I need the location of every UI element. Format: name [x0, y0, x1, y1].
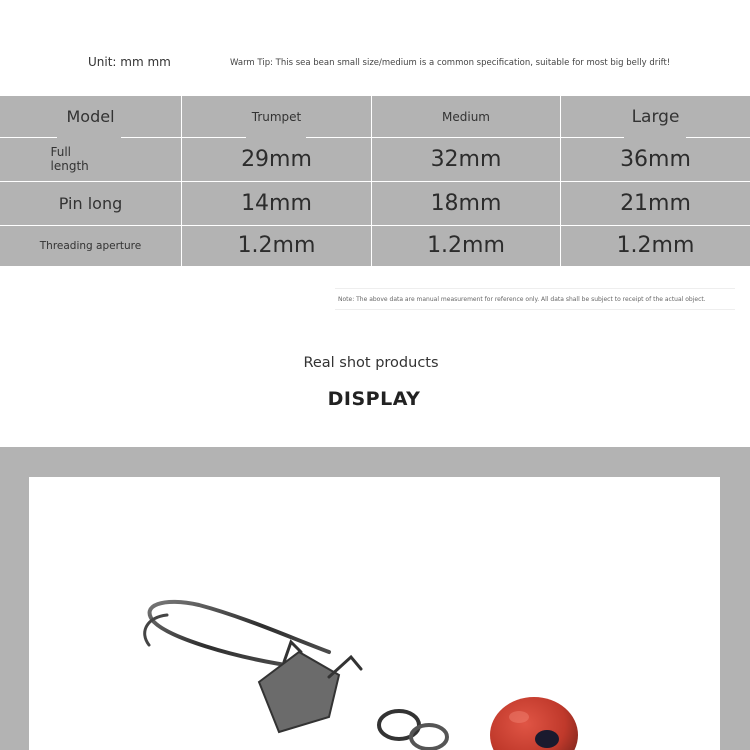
threading-aperture-label: Threading aperture: [39, 239, 142, 252]
cell-value: [182, 181, 371, 225]
cell-value: [561, 225, 750, 266]
measurement-note: Note: The above data are manual measurement for reference only. All data shall be subject to receipt of the actual object.: [338, 296, 706, 303]
header-underline-gap: [624, 135, 686, 138]
pin-long-medium: 18mm: [430, 190, 502, 216]
bean-highlight: [509, 711, 529, 723]
full-length-line2: length: [50, 159, 89, 173]
header-large-text: Large: [631, 106, 680, 127]
top-info-bar: [0, 0, 750, 96]
pin-long-trumpet: 14mm: [241, 190, 312, 216]
row-divider: [0, 225, 750, 226]
snap-clasp-hook: [329, 657, 361, 677]
row-divider: [0, 181, 750, 182]
cell-value: [182, 225, 371, 266]
header-large: [561, 96, 750, 137]
table-row: [0, 137, 750, 181]
cell-value: [372, 137, 560, 181]
cell-value: [182, 137, 371, 181]
full-length-medium: 32mm: [430, 146, 502, 172]
table-header-row: [0, 96, 750, 137]
header-medium: [372, 96, 560, 137]
snap-swivel-illustration: [29, 477, 720, 750]
section-subtitle: Real shot products: [303, 355, 439, 371]
spec-table: [0, 96, 750, 266]
header-medium-text: Medium: [442, 109, 490, 124]
pin-long-large: 21mm: [620, 190, 691, 216]
full-length-line1: Full: [50, 145, 72, 159]
column-divider: [371, 96, 372, 266]
aperture-trumpet: 1.2mm: [237, 233, 316, 258]
cell-value: [372, 225, 560, 266]
column-divider: [560, 96, 561, 266]
full-length-label: [51, 145, 111, 173]
note-divider-top: [335, 288, 735, 289]
row-label-pin-long: [0, 181, 181, 225]
header-underline-gap: [246, 135, 306, 138]
pin-long-label: Pin long: [58, 193, 123, 213]
section-title: DISPLAY: [327, 388, 421, 410]
note-divider-bottom: [335, 309, 735, 310]
red-bean: [490, 697, 578, 750]
cell-value: [561, 181, 750, 225]
bean-hole: [535, 730, 559, 748]
header-model: [0, 96, 181, 137]
table-row: [0, 181, 750, 225]
swivel-ring: [411, 725, 447, 749]
row-label-full-length: [0, 137, 181, 181]
header-trumpet-text: Trumpet: [251, 109, 302, 124]
full-length-trumpet: 29mm: [241, 146, 312, 172]
aperture-medium: 1.2mm: [427, 233, 505, 258]
header-underline-gap: [57, 135, 121, 138]
cell-value: [561, 137, 750, 181]
cell-value: [372, 181, 560, 225]
column-divider: [181, 96, 182, 266]
header-model-text: Model: [66, 107, 115, 126]
row-label-threading-aperture: [0, 225, 181, 266]
unit-label: Unit: mm mm: [88, 55, 171, 69]
full-length-large: 36mm: [620, 146, 691, 172]
table-row: [0, 225, 750, 266]
warm-tip-text: Warm Tip: This sea bean small size/medium is a common specification, suitable for most big belly drift!: [230, 58, 671, 68]
aperture-large: 1.2mm: [616, 233, 695, 258]
header-trumpet: [182, 96, 371, 137]
product-photo: [29, 477, 720, 750]
